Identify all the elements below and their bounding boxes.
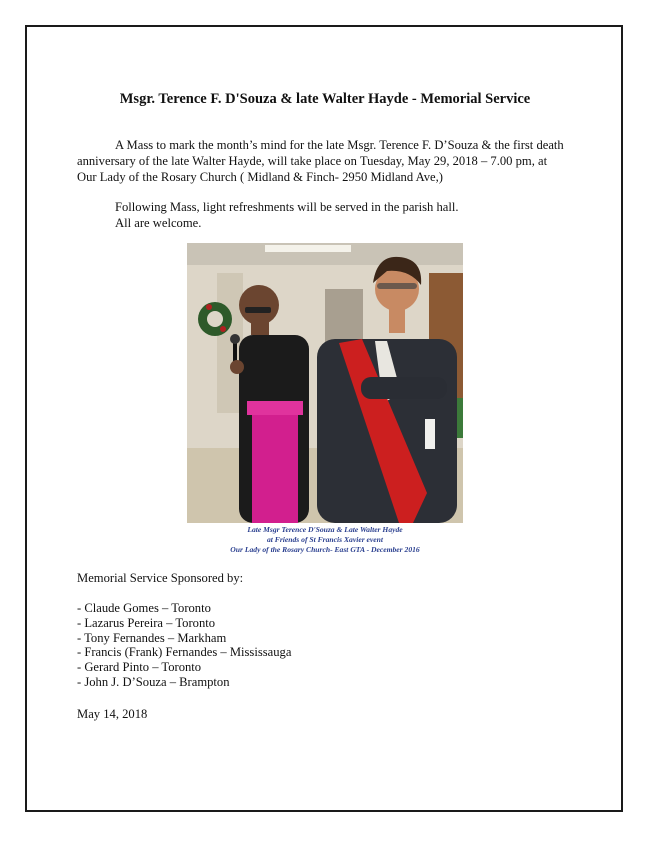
sponsor-item: - Claude Gomes – Toronto: [77, 601, 211, 615]
caption-line-2: at Friends of St Francis Xavier event: [266, 535, 384, 544]
intro-line-3: Our Lady of the Rosary Church ( Midland & Finch- 2950 Midland Ave,): [77, 170, 443, 184]
page-title: Msgr. Terence F. D'Souza & late Walter Hayde - Memorial Service: [119, 91, 531, 107]
photo-caption: [187, 525, 463, 555]
caption-line-1: Late Msgr Terence D'Souza & Late Walter Hayde: [247, 525, 403, 534]
sponsor-item: - Gerard Pinto – Toronto: [77, 660, 202, 675]
intro-line-1: A Mass to mark the month’s mind for the late Msgr. Terence F. D’Souza & the first death: [115, 138, 564, 152]
welcome-line: All are welcome.: [115, 216, 202, 230]
sponsor-item: - Francis (Frank) Fernandes – Mississauga: [77, 645, 292, 660]
sponsors-heading: Memorial Service Sponsored by:: [77, 571, 244, 585]
intro-paragraph: [77, 137, 582, 185]
sponsor-list: [77, 601, 291, 690]
sponsor-item: - Lazarus Pereira – Toronto: [77, 615, 216, 630]
sponsor-item: - Tony Fernandes – Markham: [77, 630, 227, 645]
caption-line-3: Our Lady of the Rosary Church- East GTA - December 2016: [230, 545, 420, 554]
refreshments-line: Following Mass, light refreshments will be served in the parish hall.: [115, 200, 459, 214]
sponsor-item: - John J. D’Souza – Brampton: [77, 674, 230, 689]
document-date: May 14, 2018: [77, 707, 148, 721]
memorial-photo: [187, 243, 463, 523]
intro-line-2: anniversary of the late Walter Hayde, will take place on Tuesday, May 29, 2018 – 7.00 pm, at: [77, 154, 548, 168]
refreshments-paragraph: [115, 199, 458, 231]
